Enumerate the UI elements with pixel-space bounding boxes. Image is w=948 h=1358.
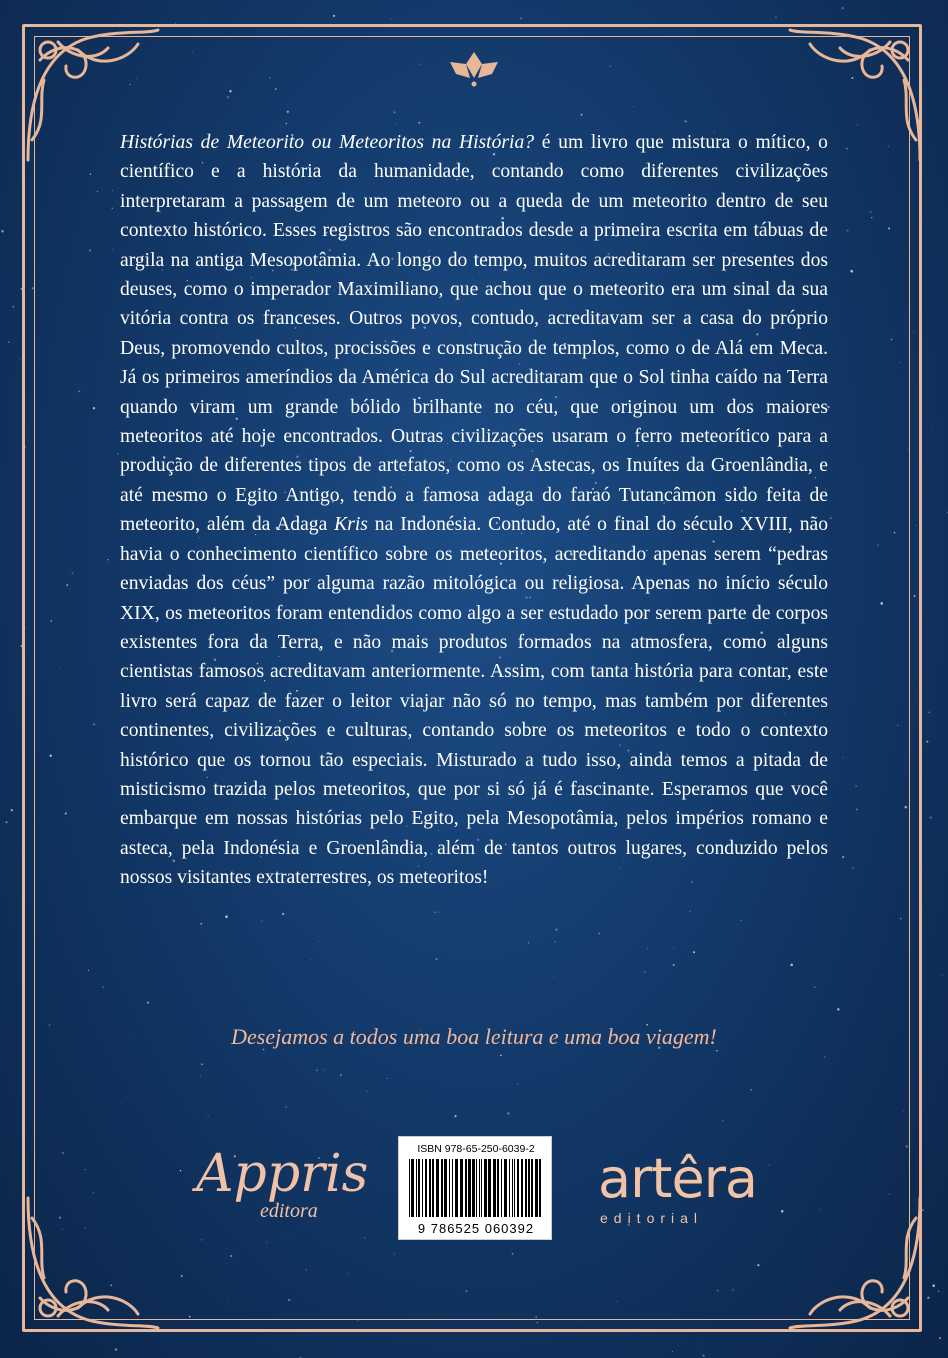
artera-logo-sub: editorial (600, 1210, 704, 1226)
appris-logo (196, 1144, 376, 1228)
appris-logo-name: Appris (196, 1144, 369, 1204)
lotus-ornament-icon (440, 48, 508, 88)
barcode-digits: 9 786525 060392 (417, 1221, 535, 1236)
description-paragraph (120, 128, 828, 893)
corner-ornament-icon (780, 1188, 930, 1338)
artera-logo-name: artêra (598, 1147, 757, 1210)
appris-logo-sub: editora (260, 1200, 318, 1222)
kris-italic: Kris (334, 514, 368, 536)
isbn-label: ISBN 978-65-250-6039-2 (417, 1143, 535, 1155)
paragraph-text-part-2: na Indonésia. Contudo, até o final do século XVIII, não havia o conhecimento científico sobre os meteoritos, acreditando apenas serem “pedras enviadas dos céus” por alguma razão mitológica ou religiosa. Apenas no início século XIX, os meteoritos foram entendidos como algo a ser estudado por serem parte de corpos existentes fora da Terra, e não mais produtos formados na atmosfera, como alguns cientistas famosos acreditavam anteriormente. Assim, com tanta história para contar, este livro será capaz de fazer o leitor viajar não só no tempo, mas também por diferentes continentes, civilizações e culturas, contando sobre os meteoritos e todo o contexto histórico que os tornou tão especiais. Misturado a tudo isso, ainda temos a pitada de misticismo trazida pelos meteoritos, que por si só já é fascinante. Esperamos que você embarque em nossas histórias pelo Egito, pela Mesopotâmia, pelos impérios romano e asteca, pela Indonésia e Groenlândia, além de tantos outros lugares, conduzido pelos nossos visitantes extraterrestres, os meteoritos! (120, 514, 828, 889)
barcode-bars (407, 1159, 545, 1219)
paragraph-text-part-1: é um livro que mistura o mítico, o científico e a história da humanidade, contando como diferentes civilizações interpretaram a passagem de um meteoro ou a queda de um meteorito dentro de seu contexto histórico. Esses registros são encontrados desde a primeira escrita em tábuas de argila na antiga Mesopotâmia. Ao longo do tempo, muitos acreditaram ser presentes dos deuses, como o imperador Maximiliano, que achou que o meteorito era um sinal da sua vitória contra os franceses. Outros povos, contudo, acreditavam ser a casa do próprio Deus, promovendo cultos, procissões e construção de templos, como o de Alá em Meca. Já os primeiros ameríndios da América do Sul acreditaram que o Sol tinha caído na Terra quando viram um grande bólido brilhante no céu, que originou um dos maiores meteoritos até hoje encontrados. Outras civilizações usaram o ferro meteorítico para a produção de diferentes tipos de artefatos, como os Astecas, os Inuítes da Groenlândia, e até mesmo o Egito Antigo, tendo a famosa adaga do faraó Tutancâmon sido feita de meteorito, além da Adaga (120, 132, 828, 536)
closing-line: Desejamos a todos uma boa leitura e uma boa viagem! (231, 1024, 717, 1049)
corner-ornament-icon (18, 1188, 168, 1338)
book-title-italic: Histórias de Meteorito ou Meteoritos na História? (120, 132, 535, 153)
artera-logo (598, 1147, 798, 1232)
isbn-barcode (398, 1136, 552, 1240)
